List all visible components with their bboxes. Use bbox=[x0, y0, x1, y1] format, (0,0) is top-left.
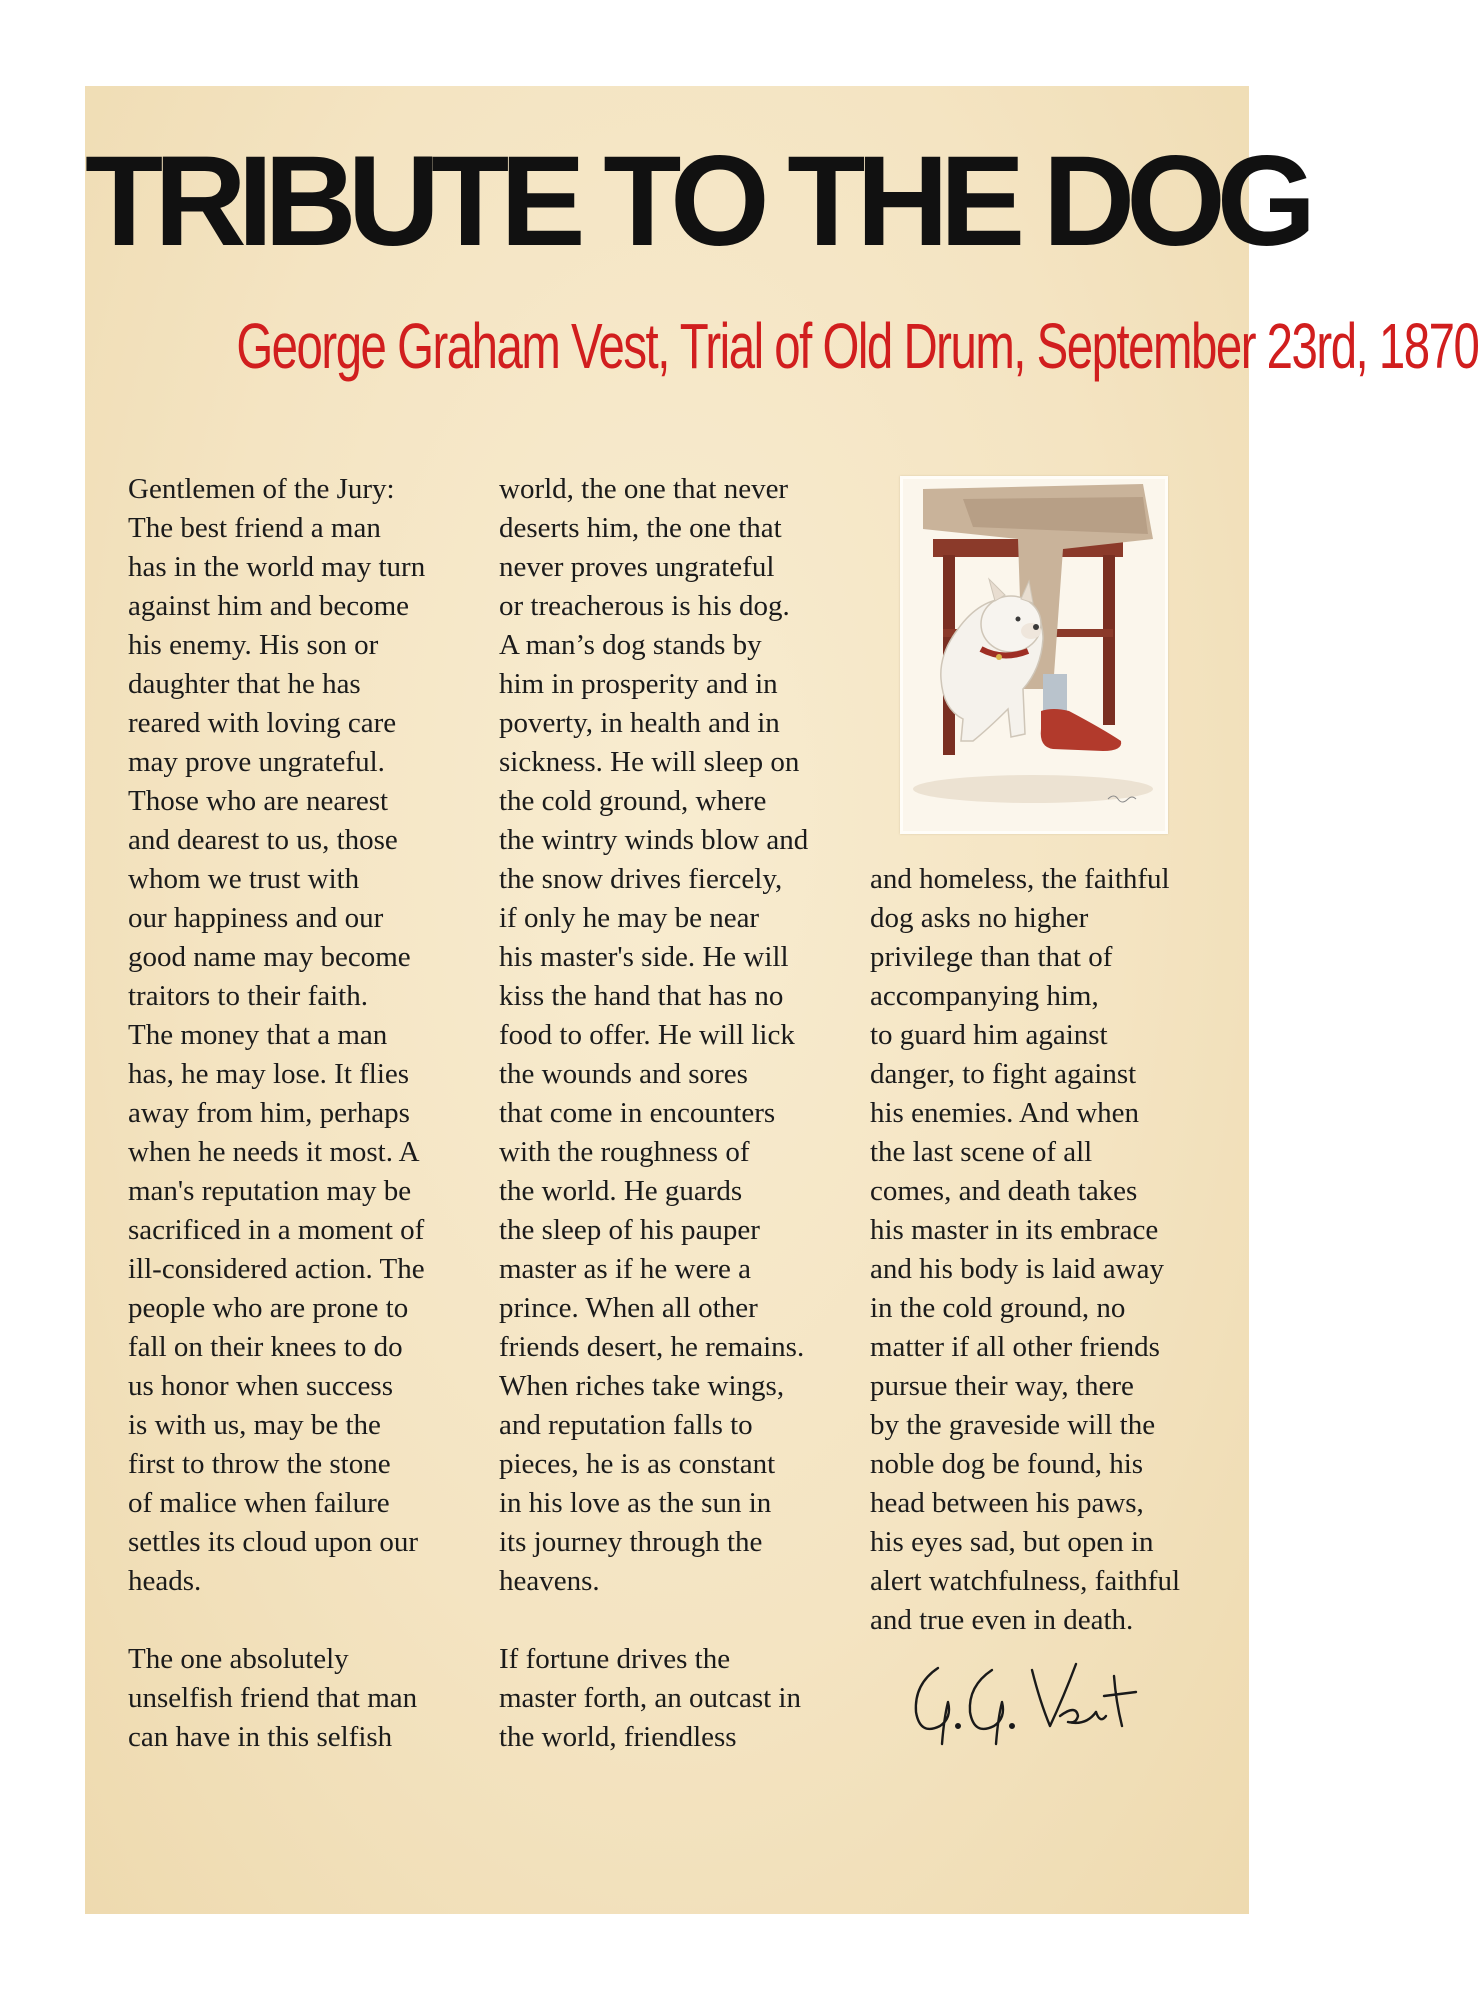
dog-illustration bbox=[900, 476, 1168, 834]
text-line: good name may become bbox=[128, 941, 411, 973]
text-line: kiss the hand that has no bbox=[499, 980, 784, 1012]
text-line: unselfish friend that man bbox=[128, 1682, 418, 1714]
text-line: by the graveside will the bbox=[870, 1409, 1156, 1441]
text-line: the world, friendless bbox=[499, 1721, 737, 1753]
text-line: its journey through the bbox=[499, 1526, 763, 1558]
text-line: The best friend a man bbox=[128, 512, 381, 544]
text-line: his master's side. He will bbox=[499, 941, 789, 973]
text-line: head between his paws, bbox=[870, 1487, 1144, 1519]
text-line: in his love as the sun in bbox=[499, 1487, 772, 1519]
text-line: has, he may lose. It flies bbox=[128, 1058, 410, 1090]
text-line: whom we trust with bbox=[128, 863, 360, 895]
text-line: and reputation falls to bbox=[499, 1409, 753, 1441]
text-line: deserts him, the one that bbox=[499, 512, 782, 544]
text-line: master as if he were a bbox=[499, 1253, 752, 1285]
text-line: pursue their way, there bbox=[870, 1370, 1134, 1402]
text-line: against him and become bbox=[128, 590, 410, 622]
text-line: privilege than that of bbox=[870, 941, 1113, 973]
text-line: that come in encounters bbox=[499, 1097, 776, 1129]
page-title: TRIBUTE TO THE DOG bbox=[85, 130, 1308, 273]
text-line: and true even in death. bbox=[870, 1604, 1134, 1636]
text-line: reared with loving care bbox=[128, 707, 397, 739]
text-line: master forth, an outcast in bbox=[499, 1682, 801, 1714]
text-line: him in prosperity and in bbox=[499, 668, 778, 700]
text-line: the wintry winds blow and bbox=[499, 824, 809, 856]
text-line: the last scene of all bbox=[870, 1136, 1093, 1168]
text-line: his enemy. His son or bbox=[128, 629, 379, 661]
text-column-2 bbox=[499, 470, 849, 1757]
text-line: or treacherous is his dog. bbox=[499, 590, 790, 622]
text-line: the wounds and sores bbox=[499, 1058, 748, 1090]
text-line: When riches take wings, bbox=[499, 1370, 785, 1402]
text-line: pieces, he is as constant bbox=[499, 1448, 776, 1480]
text-line: the cold ground, where bbox=[499, 785, 767, 817]
text-column-1 bbox=[128, 470, 468, 1757]
text-line: sacrificed in a moment of bbox=[128, 1214, 425, 1246]
text-line: noble dog be found, his bbox=[870, 1448, 1144, 1480]
text-line: the world. He guards bbox=[499, 1175, 743, 1207]
text-line: sickness. He will sleep on bbox=[499, 746, 800, 778]
text-line: Gentlemen of the Jury: bbox=[128, 473, 395, 505]
paragraph-gap bbox=[499, 1601, 849, 1640]
text-line: food to offer. He will lick bbox=[499, 1019, 795, 1051]
text-line: Those who are nearest bbox=[128, 785, 389, 817]
text-line: daughter that he has bbox=[128, 668, 361, 700]
text-line: the sleep of his pauper bbox=[499, 1214, 760, 1246]
text-line: our happiness and our bbox=[128, 902, 384, 934]
text-line: alert watchfulness, faithful bbox=[870, 1565, 1181, 1597]
text-line: poverty, in health and in bbox=[499, 707, 780, 739]
signature bbox=[900, 1646, 1160, 1756]
text-line: A man’s dog stands by bbox=[499, 629, 762, 661]
text-line: danger, to fight against bbox=[870, 1058, 1137, 1090]
text-line: The money that a man bbox=[128, 1019, 388, 1051]
text-line: man's reputation may be bbox=[128, 1175, 412, 1207]
text-line: fall on their knees to do bbox=[128, 1331, 403, 1363]
text-line: ill-considered action. The bbox=[128, 1253, 425, 1285]
text-line: first to throw the stone bbox=[128, 1448, 391, 1480]
text-line: accompanying him, bbox=[870, 980, 1099, 1012]
page-subtitle: George Graham Vest, Trial of Old Drum, September 23rd, 1870 bbox=[236, 310, 1478, 382]
text-line: never proves ungrateful bbox=[499, 551, 775, 583]
text-line: if only he may be near bbox=[499, 902, 760, 934]
text-line: and dearest to us, those bbox=[128, 824, 398, 856]
text-line: and homeless, the faithful bbox=[870, 863, 1170, 895]
text-line: can have in this selfish bbox=[128, 1721, 393, 1753]
text-line: in the cold ground, no bbox=[870, 1292, 1126, 1324]
text-line: his master in its embrace bbox=[870, 1214, 1159, 1246]
poster-page bbox=[85, 86, 1478, 1914]
text-line: world, the one that never bbox=[499, 473, 789, 505]
text-line: his enemies. And when bbox=[870, 1097, 1140, 1129]
text-line: matter if all other friends bbox=[870, 1331, 1160, 1363]
text-line: heads. bbox=[128, 1565, 202, 1597]
text-line: us honor when success bbox=[128, 1370, 393, 1402]
text-line: to guard him against bbox=[870, 1019, 1108, 1051]
text-line: traitors to their faith. bbox=[128, 980, 368, 1012]
text-line: friends desert, he remains. bbox=[499, 1331, 805, 1363]
text-line: when he needs it most. A bbox=[128, 1136, 420, 1168]
text-line: comes, and death takes bbox=[870, 1175, 1138, 1207]
text-column-3 bbox=[870, 860, 1210, 1640]
paragraph-gap bbox=[128, 1601, 468, 1640]
text-line: is with us, may be the bbox=[128, 1409, 381, 1441]
text-line: settles its cloud upon our bbox=[128, 1526, 418, 1558]
text-line: prince. When all other bbox=[499, 1292, 758, 1324]
text-line: The one absolutely bbox=[128, 1643, 349, 1675]
text-line: of malice when failure bbox=[128, 1487, 390, 1519]
text-line: his eyes sad, but open in bbox=[870, 1526, 1154, 1558]
text-line: and his body is laid away bbox=[870, 1253, 1164, 1285]
text-line: the snow drives fiercely, bbox=[499, 863, 783, 895]
text-line: people who are prone to bbox=[128, 1292, 409, 1324]
text-line: heavens. bbox=[499, 1565, 600, 1597]
text-line: away from him, perhaps bbox=[128, 1097, 410, 1129]
text-line: If fortune drives the bbox=[499, 1643, 731, 1675]
text-line: has in the world may turn bbox=[128, 551, 426, 583]
text-line: with the roughness of bbox=[499, 1136, 750, 1168]
text-line: may prove ungrateful. bbox=[128, 746, 385, 778]
text-line: dog asks no higher bbox=[870, 902, 1089, 934]
